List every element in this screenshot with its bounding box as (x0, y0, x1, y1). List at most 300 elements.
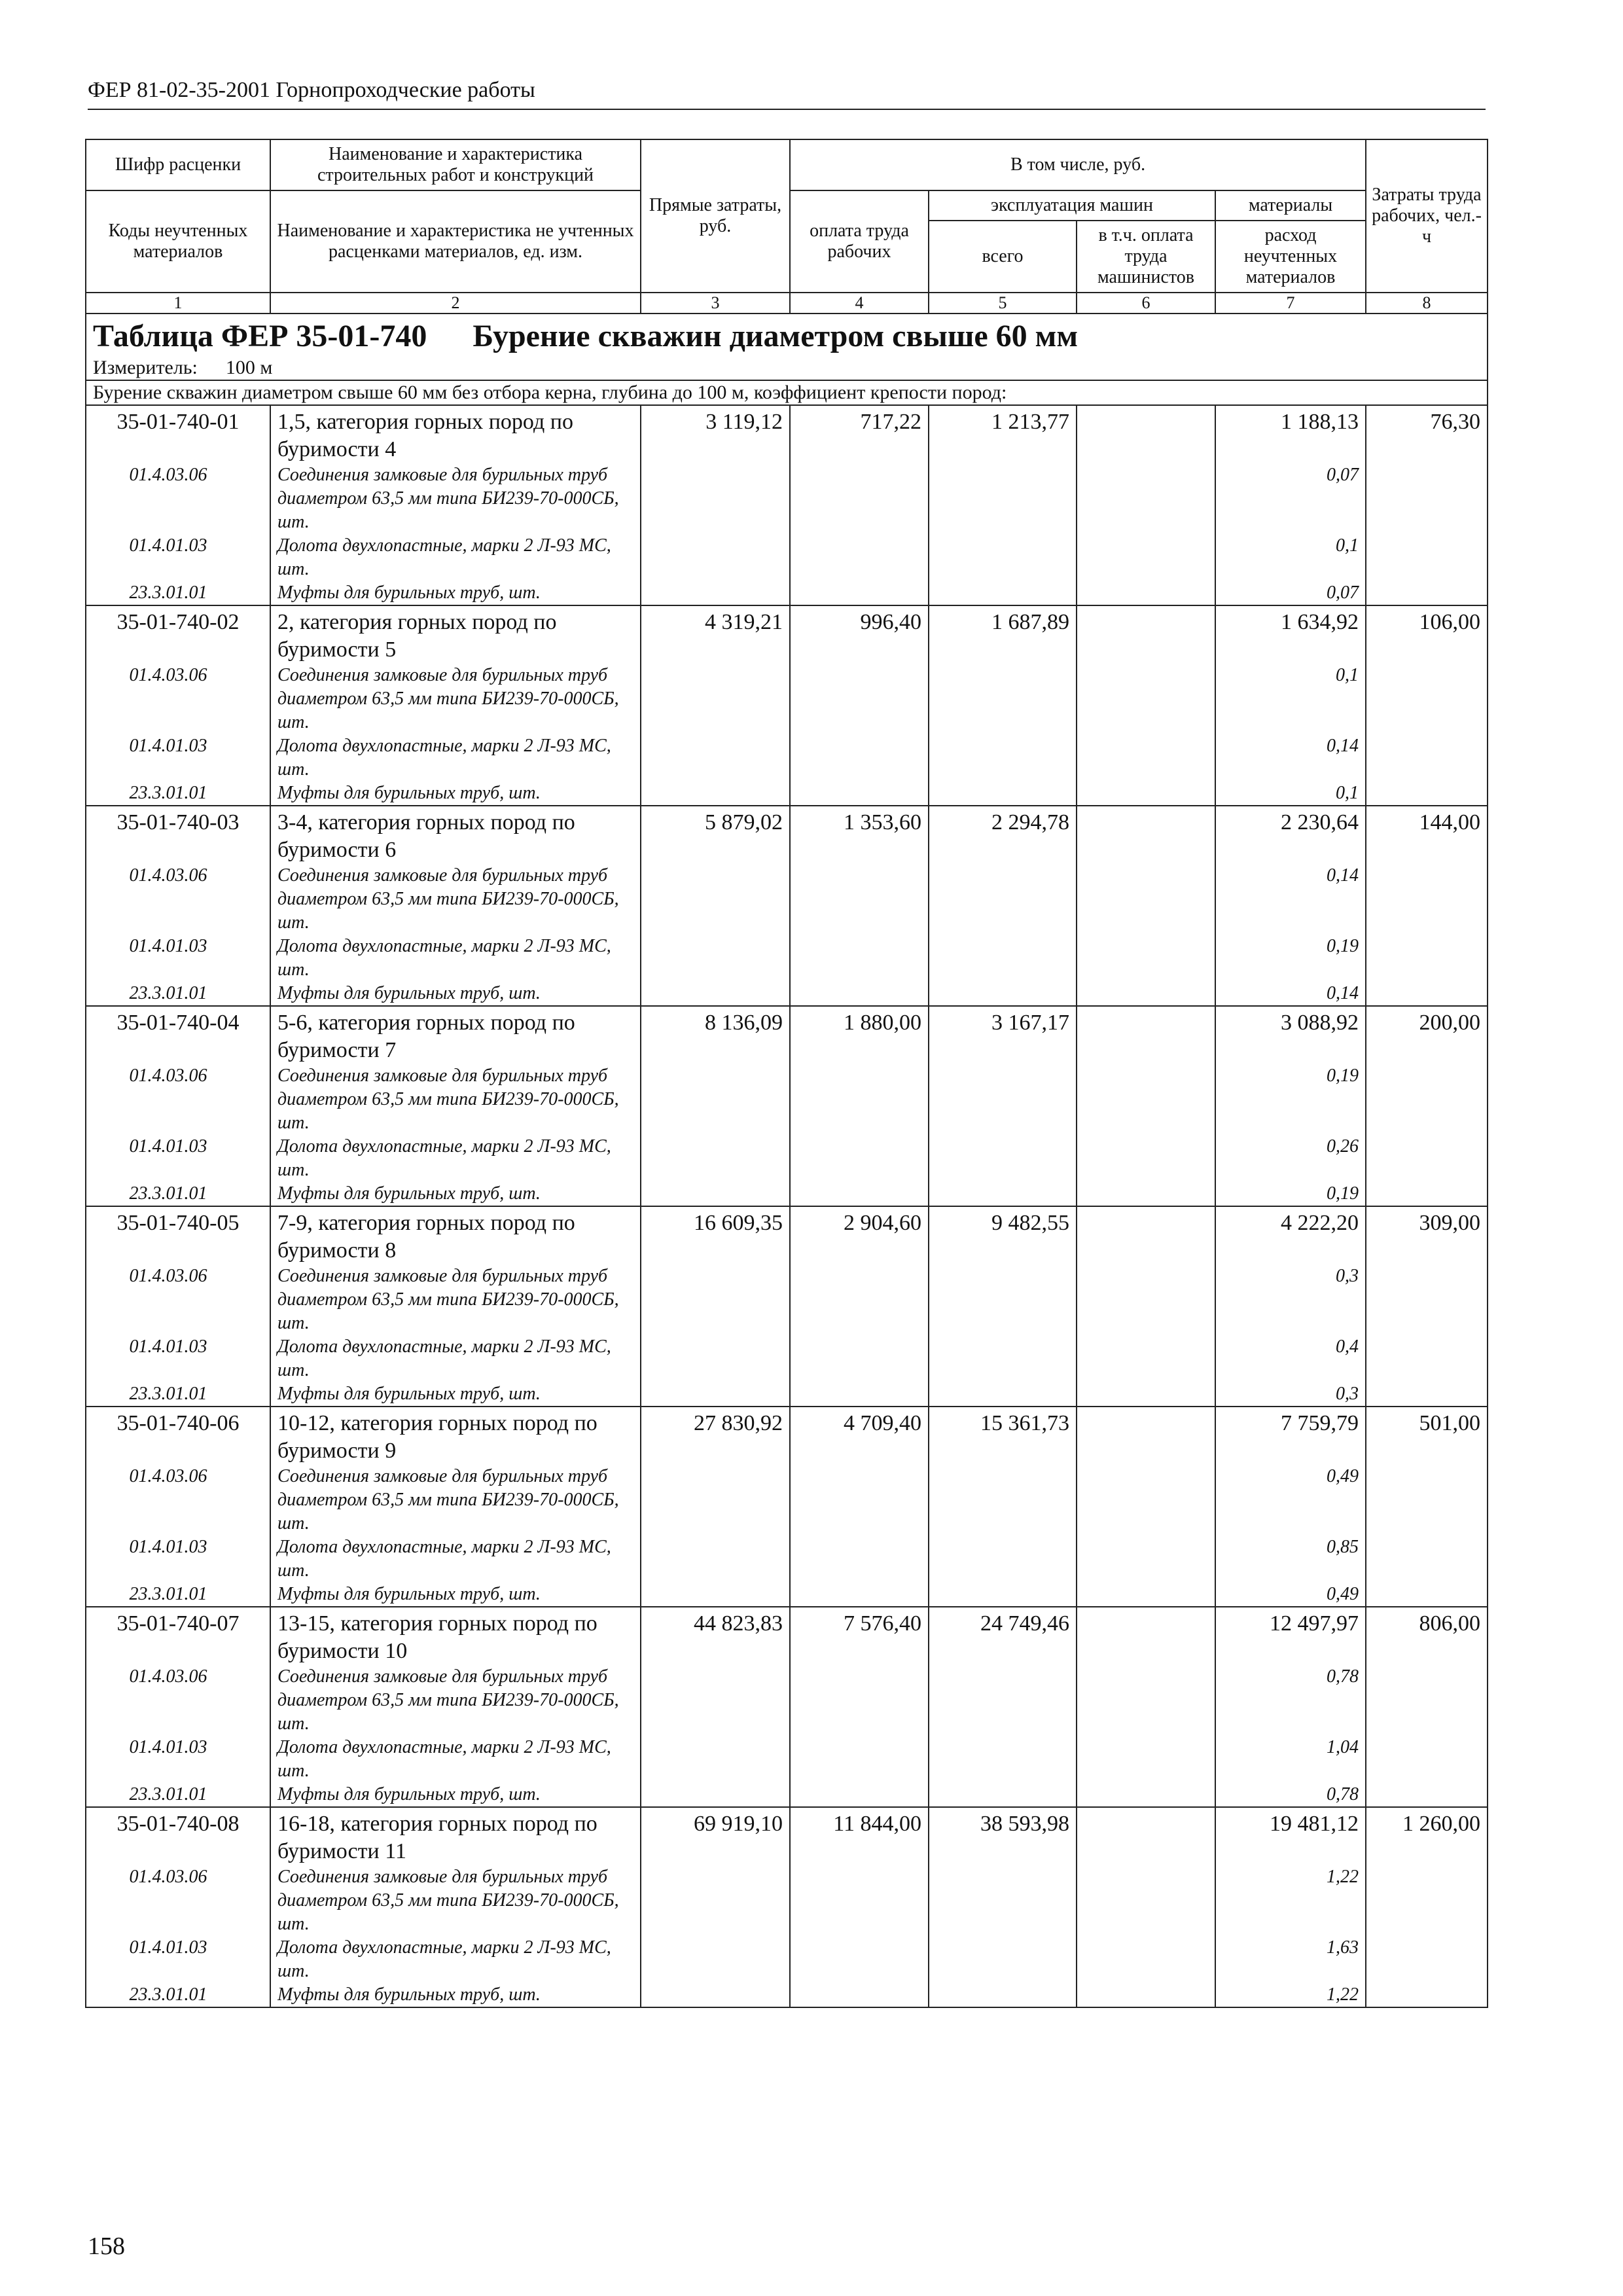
page-header (88, 77, 1486, 110)
material-name: Долота двухлопастные, марки 2 Л-93 МС, шт. (270, 1135, 641, 1182)
material-name: Соединения замковые для бурильных труб диаметром 63,5 мм типа БИ239-70-000СБ, шт. (270, 864, 641, 935)
material-quantity: 0,14 (1215, 734, 1366, 781)
empty-cell (641, 534, 790, 581)
material-code: 01.4.03.06 (86, 664, 270, 734)
measure-label: Измеритель: (93, 357, 198, 378)
material-row (86, 1736, 1488, 1783)
material-name: Муфты для бурильных труб, шт. (270, 1983, 641, 2007)
empty-cell (929, 1265, 1077, 1335)
rate-name: 5-6, категория горных пород по буримости 7 (270, 1006, 641, 1064)
machinists-labor-cost (1077, 405, 1215, 463)
rates-table (85, 139, 1488, 2008)
direct-cost: 3 119,12 (641, 405, 790, 463)
empty-cell (1366, 1135, 1488, 1182)
table-row (86, 1206, 1488, 1265)
labor-hours: 309,00 (1366, 1206, 1488, 1265)
empty-cell (790, 864, 929, 935)
index-row (86, 293, 1488, 314)
labor-cost: 11 844,00 (790, 1807, 929, 1865)
empty-cell (929, 734, 1077, 781)
labor-cost: 1 880,00 (790, 1006, 929, 1064)
materials-cost: 12 497,97 (1215, 1607, 1366, 1665)
empty-cell (1077, 1535, 1215, 1583)
empty-cell (641, 1936, 790, 1983)
col-index: 7 (1215, 293, 1366, 314)
empty-cell (929, 864, 1077, 935)
group-incl-header: В том числе, руб. (790, 139, 1366, 190)
material-quantity: 0,4 (1215, 1335, 1366, 1382)
rate-name: 1,5, категория горных пород по буримости 4 (270, 405, 641, 463)
material-name: Долота двухлопастные, марки 2 Л-93 МС, шт. (270, 935, 641, 982)
empty-cell (641, 1382, 790, 1407)
material-code: 23.3.01.01 (86, 1382, 270, 1407)
rate-name: 3-4, категория горных пород по буримости 6 (270, 806, 641, 864)
material-quantity: 0,1 (1215, 534, 1366, 581)
machines-cost: 24 749,46 (929, 1607, 1077, 1665)
empty-cell (790, 1665, 929, 1736)
empty-cell (1077, 1135, 1215, 1182)
material-code: 23.3.01.01 (86, 1783, 270, 1807)
material-row (86, 1783, 1488, 1807)
direct-cost: 44 823,83 (641, 1607, 790, 1665)
direct-cost: 27 830,92 (641, 1407, 790, 1465)
direct-cost: 8 136,09 (641, 1006, 790, 1064)
empty-cell (1077, 534, 1215, 581)
material-name: Долота двухлопастные, марки 2 Л-93 МС, шт. (270, 1736, 641, 1783)
materials-cost: 1 634,92 (1215, 605, 1366, 664)
machines-cost: 1 687,89 (929, 605, 1077, 664)
material-name: Соединения замковые для бурильных труб диаметром 63,5 мм типа БИ239-70-000СБ, шт. (270, 1265, 641, 1335)
material-quantity: 0,19 (1215, 1182, 1366, 1206)
measure-row (86, 356, 1488, 380)
empty-cell (1077, 1983, 1215, 2007)
machinists-labor-cost (1077, 806, 1215, 864)
page-number: 158 (88, 2233, 125, 2260)
empty-cell (641, 781, 790, 806)
empty-cell (1366, 1382, 1488, 1407)
empty-cell (1366, 1064, 1488, 1135)
labor-hours: 106,00 (1366, 605, 1488, 664)
group-machines-header: эксплуатация машин (929, 190, 1215, 221)
empty-cell (790, 1182, 929, 1206)
empty-cell (1366, 864, 1488, 935)
empty-cell (1366, 1936, 1488, 1983)
material-row (86, 581, 1488, 605)
rate-code: 35-01-740-05 (86, 1206, 270, 1265)
material-name: Долота двухлопастные, марки 2 Л-93 МС, шт. (270, 734, 641, 781)
material-code: 01.4.01.03 (86, 734, 270, 781)
labor-cost: 1 353,60 (790, 806, 929, 864)
material-row (86, 864, 1488, 935)
material-row (86, 1583, 1488, 1607)
rate-code: 35-01-740-06 (86, 1407, 270, 1465)
col-machines-labor-header: в т.ч. оплата труда машинистов (1077, 221, 1215, 293)
material-name: Соединения замковые для бурильных труб диаметром 63,5 мм типа БИ239-70-000СБ, шт. (270, 664, 641, 734)
material-row (86, 664, 1488, 734)
empty-cell (1077, 734, 1215, 781)
empty-cell (641, 734, 790, 781)
machinists-labor-cost (1077, 1807, 1215, 1865)
labor-hours: 501,00 (1366, 1407, 1488, 1465)
materials-cost: 7 759,79 (1215, 1407, 1366, 1465)
empty-cell (790, 1583, 929, 1607)
labor-cost: 4 709,40 (790, 1407, 929, 1465)
empty-cell (929, 1182, 1077, 1206)
material-quantity: 0,07 (1215, 463, 1366, 534)
empty-cell (929, 1583, 1077, 1607)
material-code: 23.3.01.01 (86, 781, 270, 806)
empty-cell (1077, 1182, 1215, 1206)
material-code: 23.3.01.01 (86, 982, 270, 1006)
col-index: 4 (790, 293, 929, 314)
material-name: Долота двухлопастные, марки 2 Л-93 МС, шт. (270, 1535, 641, 1583)
empty-cell (929, 982, 1077, 1006)
material-quantity: 0,1 (1215, 781, 1366, 806)
material-quantity: 1,63 (1215, 1936, 1366, 1983)
empty-cell (641, 864, 790, 935)
empty-cell (1366, 1335, 1488, 1382)
empty-cell (929, 1783, 1077, 1807)
empty-cell (929, 1665, 1077, 1736)
col-index: 8 (1366, 293, 1488, 314)
material-row (86, 982, 1488, 1006)
rate-name: 10-12, категория горных пород по буримости 9 (270, 1407, 641, 1465)
empty-cell (929, 1064, 1077, 1135)
empty-cell (1077, 1665, 1215, 1736)
empty-cell (1077, 1335, 1215, 1382)
empty-cell (790, 781, 929, 806)
empty-cell (1077, 1865, 1215, 1936)
empty-cell (790, 534, 929, 581)
material-code: 01.4.03.06 (86, 1865, 270, 1936)
rate-code: 35-01-740-03 (86, 806, 270, 864)
material-code: 01.4.01.03 (86, 1135, 270, 1182)
col-hours-header: Затраты труда рабочих, чел.-ч (1366, 139, 1488, 293)
material-row (86, 1135, 1488, 1182)
material-quantity: 0,26 (1215, 1135, 1366, 1182)
material-row (86, 1265, 1488, 1335)
empty-cell (641, 935, 790, 982)
direct-cost: 4 319,21 (641, 605, 790, 664)
empty-cell (929, 1983, 1077, 2007)
material-row (86, 1983, 1488, 2007)
empty-cell (790, 1865, 929, 1936)
col-material-name-header: Наименование и характеристика не учтенных расценками материалов, ед. изм. (270, 190, 641, 293)
empty-cell (641, 463, 790, 534)
material-name: Муфты для бурильных труб, шт. (270, 581, 641, 605)
labor-cost: 2 904,60 (790, 1206, 929, 1265)
material-code: 23.3.01.01 (86, 581, 270, 605)
material-code: 01.4.01.03 (86, 1335, 270, 1382)
table-row (86, 806, 1488, 864)
empty-cell (1077, 1465, 1215, 1535)
labor-cost: 717,22 (790, 405, 929, 463)
col-code-header: Шифр расценки (86, 139, 270, 190)
material-row (86, 734, 1488, 781)
material-name: Муфты для бурильных труб, шт. (270, 1783, 641, 1807)
empty-cell (1366, 1665, 1488, 1736)
empty-cell (929, 1335, 1077, 1382)
table-title-row (86, 314, 1488, 356)
table-body (86, 314, 1488, 2007)
material-name: Соединения замковые для бурильных труб диаметром 63,5 мм типа БИ239-70-000СБ, шт. (270, 1064, 641, 1135)
material-code: 01.4.03.06 (86, 463, 270, 534)
table-row (86, 1807, 1488, 1865)
material-quantity: 0,78 (1215, 1665, 1366, 1736)
empty-cell (1366, 463, 1488, 534)
material-row (86, 935, 1488, 982)
empty-cell (1077, 864, 1215, 935)
material-code: 01.4.03.06 (86, 1465, 270, 1535)
material-quantity: 0,07 (1215, 581, 1366, 605)
empty-cell (641, 1583, 790, 1607)
material-row (86, 1865, 1488, 1936)
material-name: Соединения замковые для бурильных труб диаметром 63,5 мм типа БИ239-70-000СБ, шт. (270, 1665, 641, 1736)
empty-cell (641, 1983, 790, 2007)
material-code: 01.4.01.03 (86, 534, 270, 581)
empty-cell (1366, 581, 1488, 605)
material-row (86, 1064, 1488, 1135)
empty-cell (1077, 664, 1215, 734)
empty-cell (790, 1783, 929, 1807)
empty-cell (641, 1783, 790, 1807)
material-row (86, 1665, 1488, 1736)
empty-cell (1366, 734, 1488, 781)
material-quantity: 0,78 (1215, 1783, 1366, 1807)
labor-hours: 76,30 (1366, 405, 1488, 463)
empty-cell (790, 1535, 929, 1583)
empty-cell (1366, 1736, 1488, 1783)
material-code: 23.3.01.01 (86, 1182, 270, 1206)
empty-cell (790, 1135, 929, 1182)
material-name: Муфты для бурильных труб, шт. (270, 1182, 641, 1206)
material-name: Долота двухлопастные, марки 2 Л-93 МС, шт. (270, 1936, 641, 1983)
empty-cell (641, 1665, 790, 1736)
empty-cell (641, 1736, 790, 1783)
material-code: 01.4.03.06 (86, 864, 270, 935)
empty-cell (790, 1265, 929, 1335)
material-code: 01.4.03.06 (86, 1064, 270, 1135)
material-code: 01.4.03.06 (86, 1665, 270, 1736)
empty-cell (929, 581, 1077, 605)
rate-code: 35-01-740-04 (86, 1006, 270, 1064)
empty-cell (1077, 1583, 1215, 1607)
empty-cell (641, 1465, 790, 1535)
empty-cell (929, 463, 1077, 534)
empty-cell (1077, 581, 1215, 605)
material-name: Долота двухлопастные, марки 2 Л-93 МС, шт. (270, 534, 641, 581)
machines-cost: 38 593,98 (929, 1807, 1077, 1865)
material-row (86, 1465, 1488, 1535)
rate-code: 35-01-740-07 (86, 1607, 270, 1665)
empty-cell (790, 982, 929, 1006)
col-material-code-header: Коды неучтенных материалов (86, 190, 270, 293)
empty-cell (1077, 1265, 1215, 1335)
material-quantity: 0,14 (1215, 864, 1366, 935)
material-code: 23.3.01.01 (86, 1983, 270, 2007)
empty-cell (641, 1865, 790, 1936)
labor-cost: 996,40 (790, 605, 929, 664)
machinists-labor-cost (1077, 1407, 1215, 1465)
empty-cell (641, 1265, 790, 1335)
empty-cell (790, 734, 929, 781)
empty-cell (1366, 1983, 1488, 2007)
empty-cell (1077, 1064, 1215, 1135)
material-row (86, 1936, 1488, 1983)
material-name: Муфты для бурильных труб, шт. (270, 1382, 641, 1407)
machinists-labor-cost (1077, 1607, 1215, 1665)
empty-cell (1366, 1865, 1488, 1936)
direct-cost: 5 879,02 (641, 806, 790, 864)
empty-cell (929, 935, 1077, 982)
material-name: Долота двухлопастные, марки 2 Л-93 МС, шт. (270, 1335, 641, 1382)
empty-cell (641, 1335, 790, 1382)
empty-cell (1366, 1465, 1488, 1535)
machines-cost: 1 213,77 (929, 405, 1077, 463)
labor-cost: 7 576,40 (790, 1607, 929, 1665)
material-row (86, 1335, 1488, 1382)
empty-cell (1366, 1265, 1488, 1335)
empty-cell (929, 1135, 1077, 1182)
material-name: Муфты для бурильных труб, шт. (270, 982, 641, 1006)
col-labor-header: оплата труда рабочих (790, 190, 929, 293)
empty-cell (929, 1465, 1077, 1535)
table-row (86, 1407, 1488, 1465)
material-row (86, 463, 1488, 534)
table-head (86, 139, 1488, 314)
col-index: 2 (270, 293, 641, 314)
col-index: 5 (929, 293, 1077, 314)
material-code: 01.4.01.03 (86, 1936, 270, 1983)
table-row (86, 405, 1488, 463)
machinists-labor-cost (1077, 605, 1215, 664)
empty-cell (790, 1983, 929, 2007)
rate-code: 35-01-740-02 (86, 605, 270, 664)
material-row (86, 534, 1488, 581)
col-materials-header: расход неучтенных материалов (1215, 221, 1366, 293)
material-name: Муфты для бурильных труб, шт. (270, 781, 641, 806)
empty-cell (1077, 463, 1215, 534)
empty-cell (1366, 664, 1488, 734)
empty-cell (929, 664, 1077, 734)
empty-cell (1366, 1182, 1488, 1206)
material-quantity: 1,04 (1215, 1736, 1366, 1783)
empty-cell (1366, 1583, 1488, 1607)
measure-value: 100 м (225, 357, 273, 378)
direct-cost: 69 919,10 (641, 1807, 790, 1865)
empty-cell (641, 1182, 790, 1206)
empty-cell (1077, 781, 1215, 806)
empty-cell (790, 1064, 929, 1135)
labor-hours: 144,00 (1366, 806, 1488, 864)
table-row (86, 605, 1488, 664)
material-quantity: 0,3 (1215, 1265, 1366, 1335)
material-name: Соединения замковые для бурильных труб диаметром 63,5 мм типа БИ239-70-000СБ, шт. (270, 463, 641, 534)
empty-cell (790, 1736, 929, 1783)
table-subtitle: Бурение скважин диаметром свыше 60 мм без отбора керна, глубина до 100 м, коэффициент крепости пород: (86, 380, 1488, 405)
machines-cost: 9 482,55 (929, 1206, 1077, 1265)
empty-cell (641, 664, 790, 734)
empty-cell (929, 1736, 1077, 1783)
col-direct-header: Прямые затраты, руб. (641, 139, 790, 293)
group-materials-header: материалы (1215, 190, 1366, 221)
empty-cell (790, 581, 929, 605)
empty-cell (641, 1135, 790, 1182)
material-quantity: 0,49 (1215, 1583, 1366, 1607)
document-title: ФЕР 81-02-35-2001 Горнопроходческие работы (88, 78, 535, 102)
empty-cell (1077, 935, 1215, 982)
material-name: Соединения замковые для бурильных труб диаметром 63,5 мм типа БИ239-70-000СБ, шт. (270, 1865, 641, 1936)
subtitle-row (86, 380, 1488, 405)
material-name: Муфты для бурильных труб, шт. (270, 1583, 641, 1607)
empty-cell (929, 1865, 1077, 1936)
empty-cell (790, 463, 929, 534)
material-code: 01.4.01.03 (86, 935, 270, 982)
material-quantity: 1,22 (1215, 1865, 1366, 1936)
empty-cell (790, 935, 929, 982)
empty-cell (929, 1535, 1077, 1583)
rate-name: 13-15, категория горных пород по буримости 10 (270, 1607, 641, 1665)
materials-cost: 3 088,92 (1215, 1006, 1366, 1064)
empty-cell (1366, 1535, 1488, 1583)
table-title-text: Бурение скважин диаметром свыше 60 мм (473, 319, 1079, 353)
rate-name: 7-9, категория горных пород по буримости 8 (270, 1206, 641, 1265)
machines-cost: 3 167,17 (929, 1006, 1077, 1064)
empty-cell (1366, 1783, 1488, 1807)
empty-cell (1077, 982, 1215, 1006)
material-quantity: 0,19 (1215, 935, 1366, 982)
col-name-header: Наименование и характеристика строительных работ и конструкций (270, 139, 641, 190)
material-code: 01.4.03.06 (86, 1265, 270, 1335)
empty-cell (641, 581, 790, 605)
empty-cell (790, 1936, 929, 1983)
empty-cell (929, 1382, 1077, 1407)
materials-cost: 19 481,12 (1215, 1807, 1366, 1865)
rate-code: 35-01-740-01 (86, 405, 270, 463)
machines-cost: 2 294,78 (929, 806, 1077, 864)
empty-cell (929, 1936, 1077, 1983)
col-index: 3 (641, 293, 790, 314)
empty-cell (1366, 534, 1488, 581)
col-index: 6 (1077, 293, 1215, 314)
labor-hours: 806,00 (1366, 1607, 1488, 1665)
empty-cell (1366, 982, 1488, 1006)
empty-cell (790, 1382, 929, 1407)
col-machines-total-header: всего (929, 221, 1077, 293)
material-row (86, 1382, 1488, 1407)
material-quantity: 0,85 (1215, 1535, 1366, 1583)
empty-cell (1077, 1382, 1215, 1407)
material-code: 01.4.01.03 (86, 1736, 270, 1783)
empty-cell (1077, 1936, 1215, 1983)
empty-cell (790, 664, 929, 734)
materials-cost: 1 188,13 (1215, 405, 1366, 463)
col-index: 1 (86, 293, 270, 314)
rate-name: 2, категория горных пород по буримости 5 (270, 605, 641, 664)
material-name: Соединения замковые для бурильных труб диаметром 63,5 мм типа БИ239-70-000СБ, шт. (270, 1465, 641, 1535)
material-quantity: 0,3 (1215, 1382, 1366, 1407)
material-code: 01.4.01.03 (86, 1535, 270, 1583)
empty-cell (790, 1465, 929, 1535)
labor-hours: 1 260,00 (1366, 1807, 1488, 1865)
empty-cell (641, 1535, 790, 1583)
labor-hours: 200,00 (1366, 1006, 1488, 1064)
material-row (86, 1182, 1488, 1206)
empty-cell (1366, 935, 1488, 982)
empty-cell (929, 534, 1077, 581)
material-quantity: 0,14 (1215, 982, 1366, 1006)
materials-cost: 4 222,20 (1215, 1206, 1366, 1265)
